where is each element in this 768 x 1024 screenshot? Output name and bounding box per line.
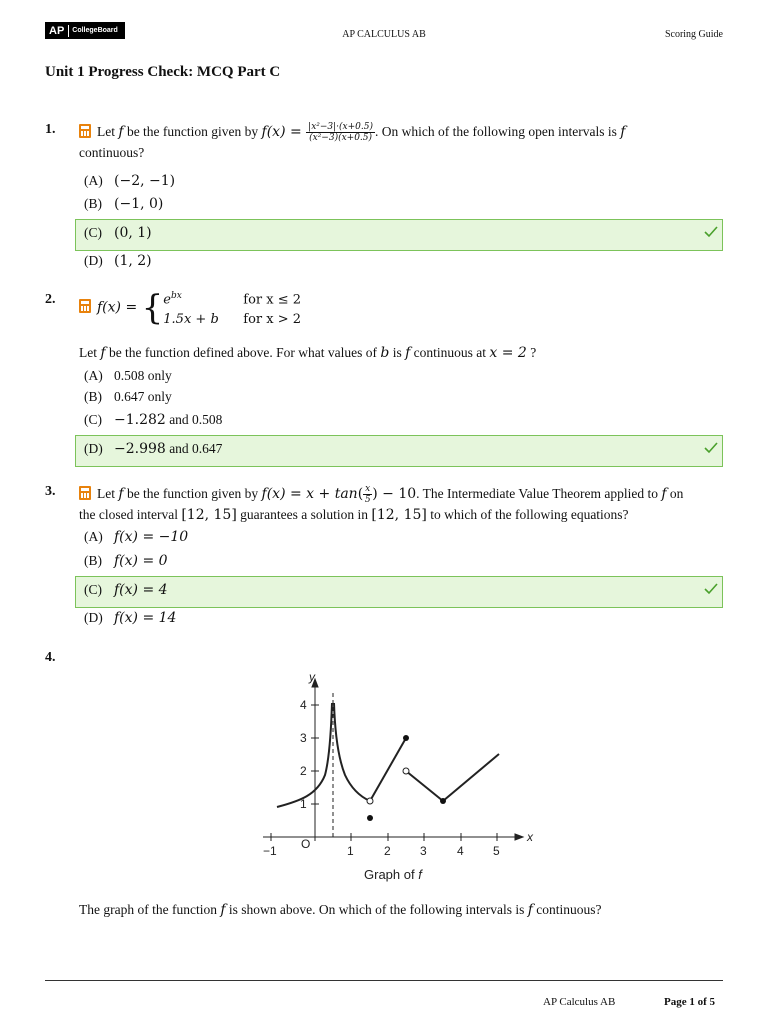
question-1-option-c[interactable]: (C) (0, 1): [84, 225, 152, 241]
question-2-option-b[interactable]: (B) 0.647 only: [84, 389, 172, 404]
header-scoring-guide: Scoring Guide: [664, 29, 723, 40]
origin-label: O: [301, 837, 311, 851]
check-icon: [704, 441, 718, 455]
calculator-icon: [79, 124, 91, 138]
x-axis-label: x: [527, 830, 533, 844]
x-tick-label: 1: [347, 844, 354, 858]
logo-ap-text: AP: [45, 25, 69, 37]
footer-page-number: Page 1 of 5: [664, 996, 716, 1008]
y-tick-label: 2: [300, 764, 307, 778]
question-1-option-a[interactable]: (A) (−2, −1): [84, 173, 176, 189]
question-2-piecewise: f(x) = { $e^{bx}$ for x ≤ 2 1.5x + b for x > 2: [79, 286, 301, 330]
question-1-stem: Let f be the function given by f(x) = $\frac{\text{|x²−3|·(x+0.5)}}{\text{(x²−3)(x+0.5)}}$ . On which of the following open intervals is f continuous?: [79, 122, 626, 161]
question-1-option-b[interactable]: (B) (−1, 0): [84, 196, 164, 212]
question-4-stem: The graph of the function f is shown above. On which of the following intervals is f continuous?: [79, 902, 602, 918]
check-icon: [704, 582, 718, 596]
question-4-number: 4.: [45, 650, 56, 665]
question-3-number: 3.: [45, 484, 56, 499]
question-2-number: 2.: [45, 292, 56, 307]
curve-right-branch: [334, 703, 370, 801]
question-2-option-a[interactable]: (A) 0.508 only: [84, 368, 172, 383]
header-course: AP CALCULUS AB: [342, 29, 426, 40]
footer-course: AP Calculus AB: [543, 996, 616, 1008]
x-tick-label: −1: [263, 844, 277, 858]
question-2-stem: Let f be the function defined above. For what values of b is f continuous at x = 2 ?: [79, 345, 537, 361]
logo-collegeboard-text: CollegeBoard: [72, 27, 118, 34]
x-tick-label: 3: [420, 844, 427, 858]
y-tick-label: 1: [300, 797, 307, 811]
calculator-icon: [79, 299, 91, 313]
filled-point-x2.5: [403, 735, 409, 741]
open-point-x1.5: [367, 798, 373, 804]
question-1-number: 1.: [45, 122, 56, 137]
question-3-option-d[interactable]: (D) f(x) = 14: [84, 610, 177, 626]
curve-left-branch: [277, 703, 332, 807]
y-axis-label: y: [309, 670, 315, 684]
question-3-option-b[interactable]: (B) f(x) = 0: [84, 553, 168, 569]
graph-of-f: [255, 665, 545, 890]
question-3-stem: Let f be the function given by f(x) = x + tan( $\frac{x}{5}$ ) − 10. The Intermediate Value Theorem applied to f on the closed interval [12, 15] guarantees a solution in [12, 15] to which of the following equations?: [79, 484, 684, 524]
question-3-correct-highlight: [75, 576, 723, 608]
y-tick-label: 4: [300, 698, 307, 712]
brace: {: [141, 288, 164, 329]
question-1-correct-highlight: [75, 219, 723, 251]
segment-falling: [406, 771, 443, 801]
filled-point-x1.5: [367, 815, 373, 821]
open-point-x2.5: [403, 768, 409, 774]
footer-divider: [45, 980, 723, 981]
question-1-fraction: $\frac{\text{|x²−3|·(x+0.5)}}{\text{(x²−3)(x+0.5)}}$: [308, 122, 373, 144]
graph-caption: Graph of f: [364, 867, 422, 882]
calculator-icon: [79, 486, 91, 500]
question-1-option-d[interactable]: (D) (1, 2): [84, 253, 152, 269]
check-icon: [704, 225, 718, 239]
question-2-option-c[interactable]: (C) −1.282 and 0.508: [84, 412, 223, 428]
x-axis-arrow-icon: [515, 834, 523, 840]
segment-rising: [370, 738, 406, 801]
page-title: Unit 1 Progress Check: MCQ Part C: [45, 64, 281, 80]
y-tick-label: 3: [300, 731, 307, 745]
filled-point-x3.5: [440, 798, 446, 804]
segment-rising-2: [443, 754, 499, 801]
x-tick-label: 2: [384, 844, 391, 858]
question-2-option-d[interactable]: (D) −2.998 and 0.647: [84, 441, 223, 457]
question-3-option-c[interactable]: (C) f(x) = 4: [84, 582, 168, 598]
x-tick-label: 4: [457, 844, 464, 858]
question-3-option-a[interactable]: (A) f(x) = −10: [84, 529, 189, 545]
x-tick-label: 5: [493, 844, 500, 858]
